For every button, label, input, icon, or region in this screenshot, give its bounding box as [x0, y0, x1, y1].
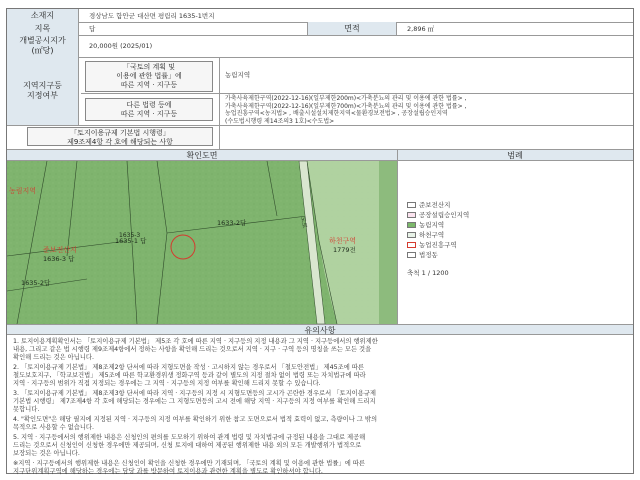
enforcement-label: 「토지이용규제 기본법 시행령」 제9조제4항 각 호에 해당되는 사항: [27, 127, 213, 146]
map-label-road: 도로: [299, 216, 308, 229]
legend-item-agricultural: 농림지역: [407, 221, 444, 229]
location-value: 경상남도 함안군 대산면 평림리 1635-1번지: [89, 12, 215, 20]
note-line: 내용, 그리고 같은 법 시행령 제9조제4항에서 정하는 사항을 확인해 드리는 것으로서 지역 · 지구 · 구역 등의 명칭을 쓰는 모든 것을: [13, 346, 372, 353]
zoning-label-sub: 지정여부: [27, 91, 58, 100]
note-line: 4. "확인도면"은 해당 필지에 지정된 지역 · 지구등의 지정 여부를 확인하기 위한 참고 도면으로서 법적 효력이 없고, 측량이나 그 밖의: [13, 416, 378, 423]
note-line: 지역 · 지구등의 범위가 직접 지정되는 경우에는 그 지역 · 지구등의 지정 여부를 확인해 드리지 못할 수 있습니다.: [13, 380, 321, 387]
zoning-label: 지역지구등: [23, 81, 62, 90]
other-zoning-line-1: 가축사육제한구역(2022-12-16)(일부제한200m)<가축분뇨의 관리 및 이용에 관한 법률> ,: [225, 95, 467, 102]
zoning-label-cell: [7, 57, 79, 125]
other-zoning-line-4: (수도법시행령 제14조의3 1호)<수도법>: [225, 117, 335, 125]
note-line: 지구단위계획구역에 해당하는 경우에는 담당 과를 방문하여 토지이용과 관련한 계획을 별도로 확인하셔야 합니다.: [13, 468, 323, 475]
map-label-parcel-main: 1635-1 답: [115, 237, 147, 245]
note-line: 목적으로 사용할 수 없습니다.: [13, 424, 94, 431]
area-label-cell: [307, 22, 397, 35]
national-law-label: 「국토의 계획 및 이용에 관한 법률」에 따른 지역 · 지구등: [85, 61, 213, 92]
legend-swatch-icon: [407, 242, 416, 248]
note-line: 기본법 시행령」 제7조제4항 각 호에 해당되는 경우에는 그 지형도면등의 고시 전에 해당 지역 · 지구등의 지정 여부를 확인해 드리지: [13, 398, 376, 405]
map-scale: 축척 1 / 1200: [407, 269, 449, 277]
official-price-unit: (㎡당): [31, 46, 54, 55]
map-label-parcel-1635-3: 1635-3: [119, 232, 141, 239]
legend-item-forest: 준보전산지: [407, 201, 450, 209]
cadastral-map: [7, 161, 397, 324]
map-label-parcel-1635-2: 1635-2답: [21, 279, 51, 287]
legend-label: 범례: [507, 151, 523, 160]
official-price-label: 개별공시지가: [19, 36, 66, 45]
map-label-parcel-1779: 1779전: [333, 246, 356, 254]
legend-item-factory: 공장설립승인지역: [407, 211, 469, 219]
note-line: 5. 지역 · 지구등에서의 행위제한 내용은 신청인의 편의를 도모하기 위하여 관계 법령 및 자치법규에 규정된 내용을 그대로 제공해: [13, 434, 366, 441]
note-line: 보장되는 것은 아닙니다.: [13, 450, 80, 457]
map-section-header: [7, 149, 633, 161]
map-label-parcel-1636: 1636-3 답: [43, 255, 75, 263]
legend-swatch-icon: [407, 222, 416, 228]
note-line: 확인해 드리는 것은 아닙니다.: [13, 354, 94, 361]
notes-section-header: [7, 324, 633, 335]
other-zoning-line-3: 농업진흥구역<농지법> , 배출시설설치제한지역<물환경보전법> , 공장설립승인지역: [225, 110, 448, 117]
official-price-value: 20,000원 (2025/01): [89, 42, 153, 50]
note-line: 3. 「토지이용규제 기본법」 제8조제3항 단서에 따라 지역 · 지구등의 지정 시 지형도면등의 고시가 곤란한 경우로서 「토지이용규제: [13, 390, 376, 397]
note-line: 1. 토지이용계획확인서는 「토지이용규제 기본법」 제5조 각 호에 따른 지역 · 지구등의 지정 내용과 그 지역 · 지구등에서의 행위제한: [13, 338, 378, 345]
legend-swatch-icon: [407, 212, 416, 218]
forest-area-right: [379, 161, 397, 324]
land-type-label-cell: [7, 22, 79, 35]
map-label-parcel-1633-2: 1633-2답: [217, 219, 247, 227]
map-label-left-zone: 농림지역: [9, 187, 37, 195]
other-zoning-line-2: 가축사육제한구역(2022-12-16)(일부제한700m)<가축분뇨의 관리 및 이용에 관한 법률> ,: [225, 102, 467, 110]
location-label-cell: [7, 9, 79, 22]
legend-item-legal-dong: 법정동: [407, 251, 438, 259]
location-label: 소재지: [30, 10, 55, 20]
notes-label: 유의사항: [304, 326, 336, 335]
area-label: 면적: [344, 23, 360, 33]
official-price-label-cell: [7, 35, 79, 57]
area-value: 2,896 ㎡: [407, 25, 435, 33]
land-type-value: 답: [89, 25, 96, 33]
note-line: ※지역 · 지구등에서의 행위제한 내용은 신청인이 확인을 신청한 경우에만 기재되며, 「국토의 계획 및 이용에 관한 법률」에 따른: [13, 460, 365, 467]
legend-swatch-icon: [407, 202, 416, 208]
legend-item-river: 하천구역: [407, 231, 444, 239]
legend-swatch-icon: [407, 252, 416, 258]
note-line: 못합니다.: [13, 406, 40, 413]
map-label-zone-river: 하천구역: [329, 237, 357, 245]
map-label: 확인도면: [186, 151, 218, 160]
note-line: 2. 「토지이용규제 기본법」 제8조제2항 단서에 따라 지형도면을 작성 · 고시하지 않는 경우로서 「철도안전법」 제45조에 따른: [13, 364, 364, 371]
map-label-zone-forest: 준보전산지: [43, 246, 77, 254]
note-line: 철도보호지구, 「학교보건법」 제5조에 따른 학교환경위생 정화구역 등과 같이 별도의 지정 절차 없이 법령 또는 자치법규에 따라: [13, 372, 366, 379]
legend-swatch-icon: [407, 232, 416, 238]
land-use-plan-certificate: [6, 8, 634, 474]
note-line: 드리는 것으로서 신청인이 신청한 경우에만 제공되며, 신청 토지에 대하여 제공된 행위제한 내용 외의 모든 개발행위가 법적으로: [13, 442, 362, 449]
legend-item-promotion: 농업진흥구역: [407, 241, 457, 249]
other-law-label: 다른 법령 등에 따른 지역 · 지구등: [85, 98, 213, 121]
land-type-label: 지목: [34, 23, 51, 33]
national-zoning-value: 농림지역: [225, 71, 251, 79]
